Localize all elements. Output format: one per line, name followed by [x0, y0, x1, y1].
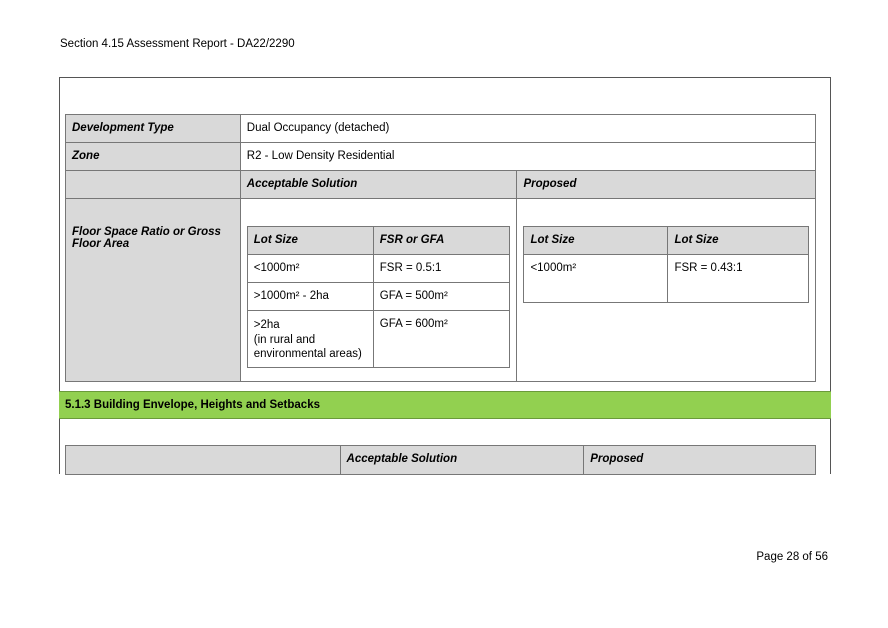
empty-header-cell	[66, 171, 241, 199]
setbacks-acceptable-header: Acceptable Solution	[340, 446, 584, 475]
zone-label: Zone	[66, 143, 241, 171]
section-heading: 5.1.3 Building Envelope, Heights and Setbacks	[65, 399, 320, 411]
acceptable-row-3-fsr: GFA = 600m²	[373, 311, 510, 368]
acceptable-solution-cell	[240, 199, 517, 382]
document-header: Section 4.15 Assessment Report - DA22/2290	[60, 38, 295, 50]
acceptable-row-1-lot: <1000m²	[247, 255, 373, 283]
acceptable-row-3-lot: >2ha (in rural and environmental areas)	[247, 311, 373, 368]
section-heading-band	[59, 391, 831, 419]
setbacks-table	[65, 445, 816, 475]
proposed-row-1-lot: <1000m²	[524, 255, 668, 303]
page-number: Page 28 of 56	[756, 551, 828, 563]
acceptable-solution-header: Acceptable Solution	[240, 171, 517, 199]
setbacks-empty-header	[66, 446, 341, 475]
proposed-header: Proposed	[517, 171, 816, 199]
zone-value: R2 - Low Density Residential	[240, 143, 815, 171]
proposed-cell	[517, 199, 816, 382]
controls-table	[65, 114, 816, 382]
acceptable-fsr-table	[247, 226, 511, 368]
acceptable-row-2-fsr: GFA = 500m²	[373, 283, 510, 311]
acceptable-col-lot-size: Lot Size	[247, 227, 373, 255]
acceptable-row-1-fsr: FSR = 0.5:1	[373, 255, 510, 283]
development-type-label: Development Type	[66, 115, 241, 143]
proposed-col-lot-size-2: Lot Size	[668, 227, 809, 255]
setbacks-proposed-header: Proposed	[584, 446, 816, 475]
proposed-fsr-table	[523, 226, 809, 303]
fsr-label: Floor Space Ratio or Gross Floor Area	[66, 199, 241, 382]
acceptable-row-2-lot: >1000m² - 2ha	[247, 283, 373, 311]
proposed-col-lot-size: Lot Size	[524, 227, 668, 255]
acceptable-col-fsr: FSR or GFA	[373, 227, 510, 255]
proposed-row-1-fsr: FSR = 0.43:1	[668, 255, 809, 303]
development-type-value: Dual Occupancy (detached)	[240, 115, 815, 143]
